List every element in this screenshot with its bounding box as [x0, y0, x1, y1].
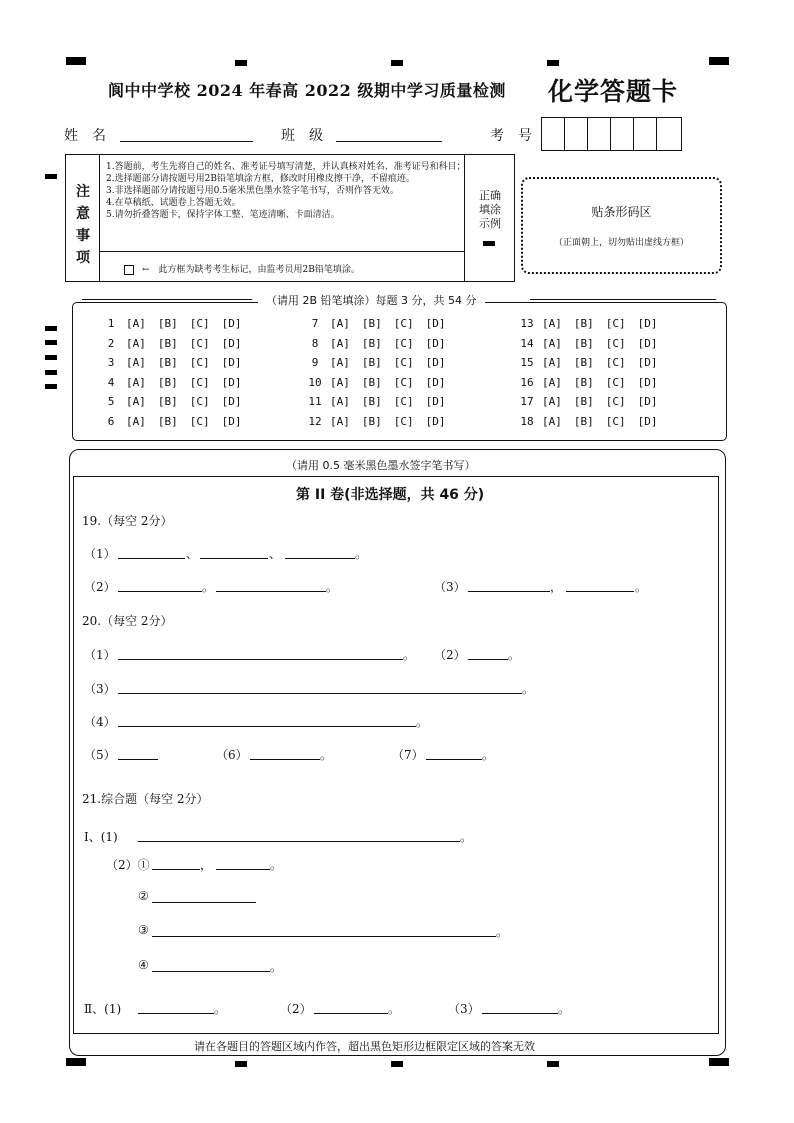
- registration-mark-side: [45, 340, 57, 345]
- registration-mark-side: [45, 384, 57, 389]
- registration-mark-bottom: [547, 1061, 559, 1067]
- objective-question-row: [96, 337, 254, 350]
- note-item: 2.选择题部分请按题号用2B铅笔填涂方框，修改时用橡皮擦干净，不留痕迹。: [106, 174, 415, 184]
- answer-bubble[interactable]: [D]: [425, 375, 446, 389]
- objective-question-row: [96, 317, 254, 330]
- answer-bubble[interactable]: [A]: [330, 356, 350, 369]
- question-number: 15: [520, 356, 534, 369]
- answer-bubble[interactable]: [A]: [330, 375, 350, 389]
- answer-bubble[interactable]: [B]: [157, 414, 178, 428]
- objective-question-row: [96, 376, 254, 389]
- q21-I2-1-blank-a[interactable]: [152, 869, 200, 870]
- answer-bubble[interactable]: [C]: [189, 375, 210, 389]
- q20-2-blank[interactable]: [468, 659, 508, 660]
- answer-bubble[interactable]: [C]: [393, 317, 414, 330]
- answer-bubble[interactable]: [C]: [189, 356, 210, 369]
- answer-bubble[interactable]: [C]: [605, 356, 626, 369]
- q21-I2-3-label: ③: [138, 923, 149, 937]
- question-number: 3: [107, 356, 115, 369]
- q20-4-blank[interactable]: [118, 726, 416, 727]
- answer-bubble[interactable]: [C]: [189, 317, 210, 330]
- answer-bubble[interactable]: [C]: [393, 395, 414, 408]
- exam-no-grid[interactable]: [541, 117, 682, 151]
- period: 。: [558, 1002, 571, 1016]
- answer-bubble[interactable]: [B]: [157, 395, 178, 408]
- registration-mark-side: [45, 326, 57, 331]
- answer-bubble[interactable]: [D]: [637, 375, 658, 389]
- answer-bubble[interactable]: [C]: [393, 336, 414, 350]
- objective-title-rule: [82, 299, 252, 300]
- q20-7-label: （7）: [392, 748, 424, 762]
- answer-bubble[interactable]: [B]: [361, 317, 382, 330]
- subjective-instruction: （请用 0.5 毫米黑色墨水签字笔书写）: [286, 459, 476, 472]
- period: 。: [320, 748, 333, 762]
- notes-heading-char: 事: [76, 228, 90, 244]
- q21-I2-2-label: ②: [138, 889, 149, 903]
- answer-bubble[interactable]: [A]: [542, 414, 562, 428]
- answer-bubble[interactable]: [D]: [425, 414, 446, 428]
- notes-heading-char: 意: [76, 206, 90, 222]
- answer-bubble[interactable]: [D]: [637, 336, 658, 350]
- registration-mark-top-right: [709, 57, 729, 65]
- answer-bubble[interactable]: [B]: [157, 336, 178, 350]
- registration-mark-bottom: [391, 1061, 403, 1067]
- answer-bubble[interactable]: [A]: [126, 317, 146, 330]
- q20-4-label: （4）: [84, 715, 116, 729]
- question-number: 5: [107, 395, 115, 408]
- notes-heading-char: 注: [76, 184, 90, 200]
- q19-2-label: （2）: [84, 580, 116, 594]
- q19-3-label: （3）: [434, 580, 466, 594]
- exam-no-box[interactable]: [588, 118, 611, 150]
- objective-question-row: [512, 395, 670, 408]
- answer-bubble[interactable]: [B]: [157, 317, 178, 330]
- answer-bubble[interactable]: [D]: [425, 317, 446, 330]
- registration-mark-top-left: [66, 57, 86, 65]
- barcode-note: （正面朝上，切勿贴出虚线方框）: [553, 238, 689, 248]
- answer-bubble[interactable]: [B]: [573, 317, 594, 330]
- period: 。: [388, 1002, 401, 1016]
- question-number: 13: [520, 317, 534, 330]
- note-item: 5.请勿折叠答题卡，保持字体工整、笔迹清晰、卡面清洁。: [106, 210, 340, 220]
- answer-bubble[interactable]: [A]: [330, 395, 350, 408]
- period: 。: [403, 648, 416, 662]
- answer-bubble[interactable]: [C]: [393, 375, 414, 389]
- answer-bubble[interactable]: [C]: [605, 375, 626, 389]
- objective-question-row: [96, 415, 254, 428]
- answer-bubble[interactable]: [D]: [637, 356, 658, 369]
- period: 。: [522, 682, 535, 696]
- notes-heading-char: 项: [76, 250, 90, 266]
- objective-question-row: [512, 337, 670, 350]
- question-number: 2: [107, 336, 115, 350]
- objective-question-row: [96, 395, 254, 408]
- answer-bubble[interactable]: [D]: [425, 356, 446, 369]
- answer-bubble[interactable]: [D]: [221, 414, 242, 428]
- note-item: 1.答题前，考生先将自己的姓名、准考证号填写清楚，并认真核对姓名、准考证号和科目；: [106, 162, 466, 172]
- q20-5-label: （5）: [84, 748, 116, 762]
- q20-3-label: （3）: [84, 682, 116, 696]
- objective-title-rule: [530, 299, 716, 300]
- q21-I2-2-blank[interactable]: [152, 902, 256, 903]
- answer-bubble[interactable]: [D]: [637, 395, 658, 408]
- answer-bubble[interactable]: [C]: [605, 336, 626, 350]
- answer-bubble[interactable]: [A]: [330, 414, 350, 428]
- question-number: 7: [311, 317, 319, 330]
- exam-no-label: 考 号: [490, 128, 532, 144]
- period: 。: [635, 580, 648, 594]
- answer-bubble[interactable]: [C]: [605, 414, 626, 428]
- exam-no-box[interactable]: [657, 118, 681, 150]
- answer-bubble[interactable]: [C]: [393, 356, 414, 369]
- answer-bubble[interactable]: [B]: [573, 336, 594, 350]
- fill-example-label: 正确填涂示例: [479, 189, 501, 230]
- class-label: 班 级: [281, 128, 323, 144]
- answer-bubble[interactable]: [D]: [637, 317, 658, 330]
- answer-bubble[interactable]: [D]: [637, 414, 658, 428]
- objective-question-row: [300, 395, 458, 408]
- question-number: 9: [311, 356, 319, 369]
- q21-I2-4-label: ④: [138, 958, 149, 972]
- answer-bubble[interactable]: [A]: [542, 395, 562, 408]
- q20-6-blank[interactable]: [250, 759, 320, 760]
- registration-mark-bottom-right: [709, 1058, 729, 1066]
- answer-bubble[interactable]: [A]: [330, 336, 350, 350]
- answer-bubble[interactable]: [B]: [573, 375, 594, 389]
- objective-question-row: [512, 376, 670, 389]
- answer-bubble[interactable]: [D]: [221, 336, 242, 350]
- question-number: 16: [520, 375, 534, 389]
- notes-heading: [66, 155, 100, 281]
- exam-title: 阆中中学校 2024 年春高 2022 级期中学习质量检测: [108, 81, 506, 100]
- q21-I2-4-blank[interactable]: [152, 971, 270, 972]
- q19-1-blank-c[interactable]: [285, 558, 355, 559]
- objective-question-row: [512, 317, 670, 330]
- answer-bubble[interactable]: [A]: [542, 375, 562, 389]
- answer-bubble[interactable]: [B]: [361, 414, 382, 428]
- q20-7-blank[interactable]: [426, 759, 482, 760]
- q21-II1-blank[interactable]: [138, 1013, 214, 1014]
- question-number: 14: [520, 336, 534, 350]
- period: 。: [508, 648, 521, 662]
- answer-bubble[interactable]: [C]: [189, 414, 210, 428]
- answer-bubble[interactable]: [B]: [573, 395, 594, 408]
- answer-bubble[interactable]: [B]: [361, 395, 382, 408]
- objective-question-row: [300, 317, 458, 330]
- q20-1-blank[interactable]: [118, 659, 403, 660]
- q20-5-blank[interactable]: [118, 759, 158, 760]
- objective-title: （请用 2B 铅笔填涂）每题 3 分，共 54 分: [258, 292, 485, 308]
- barcode-title: 贴条形码区: [591, 205, 652, 219]
- answer-bubble[interactable]: [B]: [573, 356, 594, 369]
- question-number: 4: [107, 375, 115, 389]
- answer-bubble[interactable]: [D]: [221, 317, 242, 330]
- q21-II1-label: Ⅱ、(1): [84, 1002, 122, 1016]
- q21-I2-1-blank-b[interactable]: [216, 869, 270, 870]
- notes-box: [65, 154, 515, 282]
- comma: ，: [550, 580, 563, 594]
- objective-question-row: [300, 356, 458, 369]
- answer-bubble[interactable]: [C]: [393, 414, 414, 428]
- q19-3-blank-b[interactable]: [566, 591, 634, 592]
- period: 。: [270, 858, 283, 872]
- answer-bubble[interactable]: [A]: [126, 356, 146, 369]
- dunhao: 、: [186, 547, 199, 561]
- period: 。: [202, 580, 215, 594]
- exam-no-box[interactable]: [611, 118, 634, 150]
- answer-bubble[interactable]: [D]: [425, 395, 446, 408]
- barcode-area: [521, 177, 722, 274]
- period: 。: [355, 547, 368, 561]
- answer-bubble[interactable]: [D]: [221, 356, 242, 369]
- answer-bubble[interactable]: [C]: [605, 317, 626, 330]
- registration-mark-bottom-left: [66, 1058, 86, 1066]
- period: 。: [416, 715, 429, 729]
- q20-6-label: （6）: [216, 748, 248, 762]
- q21-II3-blank[interactable]: [482, 1013, 558, 1014]
- answer-bubble[interactable]: [D]: [425, 336, 446, 350]
- q21-I1-label: Ⅰ、(1): [84, 830, 118, 844]
- objective-question-row: [300, 376, 458, 389]
- q19-title: 19.（每空 2分）: [82, 514, 173, 528]
- answer-bubble[interactable]: [B]: [361, 336, 382, 350]
- fill-example: [464, 155, 515, 281]
- q20-1-label: （1）: [84, 648, 116, 662]
- question-number: 11: [308, 395, 322, 408]
- absent-mark-text: ← 此方框为缺考考生标记，由监考员用2B铅笔填涂。: [142, 265, 360, 275]
- absent-checkbox[interactable]: [124, 265, 134, 275]
- registration-mark-side: [45, 370, 57, 375]
- q21-title: 21.综合题（每空 2分）: [82, 792, 209, 806]
- exam-no-box[interactable]: [634, 118, 657, 150]
- period: 。: [326, 580, 339, 594]
- exam-no-box[interactable]: [565, 118, 588, 150]
- answer-bubble[interactable]: [B]: [573, 414, 594, 428]
- q19-3-blank-a[interactable]: [468, 591, 550, 592]
- question-number: 6: [107, 414, 115, 428]
- q21-II2-label: （2）: [280, 1002, 312, 1016]
- name-label: 姓 名: [64, 128, 106, 144]
- question-number: 17: [520, 395, 534, 408]
- question-number: 18: [520, 414, 534, 428]
- objective-question-row: [512, 415, 670, 428]
- fill-example-mark: [483, 241, 495, 246]
- absent-mark-row: [124, 262, 360, 275]
- q21-II3-label: （3）: [448, 1002, 480, 1016]
- registration-mark-side: [45, 355, 57, 360]
- answer-bubble[interactable]: [B]: [157, 356, 178, 369]
- q21-II2-blank[interactable]: [314, 1013, 388, 1014]
- note-item: 4.在草稿纸、试题卷上答题无效。: [106, 198, 241, 208]
- objective-question-row: [300, 415, 458, 428]
- q19-1-label: （1）: [84, 547, 116, 561]
- notes-list: [106, 161, 466, 221]
- answer-bubble[interactable]: [D]: [221, 395, 242, 408]
- answer-bubble[interactable]: [A]: [126, 414, 146, 428]
- answer-bubble[interactable]: [A]: [126, 395, 146, 408]
- q21-I1-blank[interactable]: [138, 841, 460, 842]
- period: 。: [270, 960, 283, 974]
- q21-I2-label: （2）①: [106, 858, 150, 872]
- answer-bubble[interactable]: [D]: [221, 375, 242, 389]
- question-number: 12: [308, 414, 322, 428]
- footer-warning: 请在各题目的答题区域内作答，超出黑色矩形边框限定区域的答案无效: [194, 1040, 535, 1053]
- answer-bubble[interactable]: [B]: [157, 375, 178, 389]
- answer-bubble[interactable]: [B]: [361, 375, 382, 389]
- answer-bubble[interactable]: [A]: [330, 317, 350, 330]
- q20-title: 20.（每空 2分）: [82, 614, 173, 628]
- registration-mark-top: [547, 60, 559, 66]
- question-number: 8: [311, 336, 319, 350]
- comma: ，: [200, 858, 213, 872]
- answer-bubble[interactable]: [C]: [189, 336, 210, 350]
- registration-mark-top: [235, 60, 247, 66]
- name-field[interactable]: [120, 141, 253, 142]
- period: 。: [214, 1002, 227, 1016]
- period: 。: [460, 830, 473, 844]
- objective-question-row: [96, 356, 254, 369]
- section-title: 第 II 卷(非选择题，共 46 分): [296, 487, 485, 503]
- q21-I2-3-blank[interactable]: [152, 936, 496, 937]
- q19-2-blank-b[interactable]: [216, 591, 326, 592]
- answer-bubble[interactable]: [A]: [126, 336, 146, 350]
- registration-mark-bottom: [235, 1061, 247, 1067]
- objective-question-row: [300, 337, 458, 350]
- period: 。: [482, 748, 495, 762]
- answer-bubble[interactable]: [A]: [542, 356, 562, 369]
- q19-2-blank-a[interactable]: [118, 591, 202, 592]
- period: 。: [496, 925, 509, 939]
- answer-bubble[interactable]: [A]: [126, 375, 146, 389]
- exam-no-box[interactable]: [542, 118, 565, 150]
- objective-question-row: [512, 356, 670, 369]
- q19-1-blank-a[interactable]: [118, 558, 185, 559]
- q19-1-blank-b[interactable]: [200, 558, 268, 559]
- question-number: 1: [107, 317, 115, 330]
- dunhao: 、: [269, 547, 282, 561]
- note-item: 3.非选择题部分请按题号用0.5毫米黑色墨水签字笔书写，否则作答无效。: [106, 186, 399, 196]
- q20-3-blank[interactable]: [118, 693, 522, 694]
- answer-bubble[interactable]: [C]: [189, 395, 210, 408]
- registration-mark-side: [45, 174, 57, 179]
- registration-mark-top: [391, 60, 403, 66]
- answer-bubble[interactable]: [B]: [361, 356, 382, 369]
- answer-bubble[interactable]: [A]: [542, 336, 562, 350]
- answer-bubble[interactable]: [A]: [542, 317, 562, 330]
- question-number: 10: [308, 375, 322, 389]
- q20-2-label: （2）: [434, 648, 466, 662]
- answer-bubble[interactable]: [C]: [605, 395, 626, 408]
- notes-divider: [99, 251, 464, 252]
- subject-title: 化学答题卡: [548, 77, 679, 106]
- class-field[interactable]: [336, 141, 442, 142]
